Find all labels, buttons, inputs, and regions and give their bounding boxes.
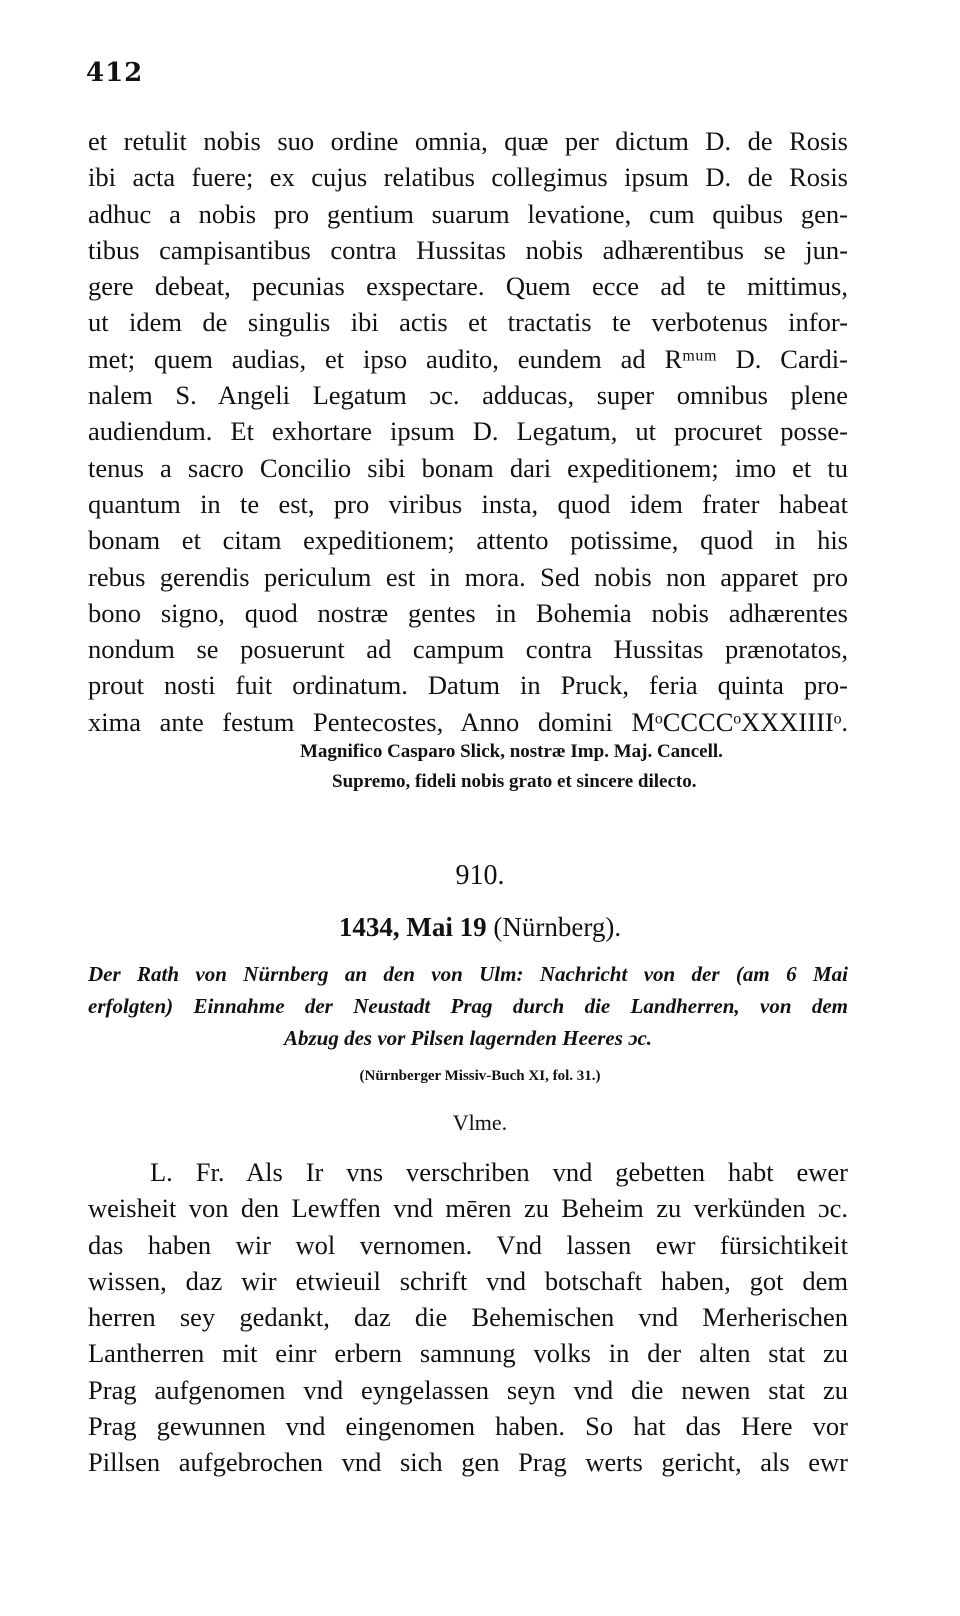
addressee: Vlme. (452, 1110, 508, 1135)
summary-line: Der Rath von Nürnberg an den von Ulm: Nachricht von der (am 6 Mai (88, 962, 848, 986)
text-line: met; quem audias, et ipso audito, eundem ad Rᵐᵘᵐ D. Cardi- (88, 343, 848, 374)
text-line: audiendum. Et exhortare ipsum D. Legatum, ut procuret posse- (88, 416, 848, 447)
text-line: nalem S. Angeli Legatum ɔc. adducas, super omnibus plene (88, 380, 848, 411)
text-line: prout nosti fuit ordinatum. Datum in Pruck, feria quinta pro- (88, 670, 848, 701)
text-line: tibus campisantibus contra Hussitas nobis adhærentibus se jun- (88, 234, 848, 265)
text-line: tenus a sacro Concilio sibi bonam dari expeditionem; imo et tu (88, 452, 848, 483)
text-line: Lantherren mit einr erbern samnung volks in der alten stat zu (88, 1338, 848, 1369)
text-line: bonam et citam expeditionem; attento potissime, quod in his (88, 525, 848, 556)
text-line: bono signo, quod nostræ gentes in Bohemia nobis adhærentes (88, 597, 848, 628)
text-line: wissen, daz wir etwieuil schrift vnd botschaft haben, got dem (88, 1265, 848, 1296)
text-line: das haben wir wol vernomen. Vnd lassen ewr fürsichtikeit (88, 1229, 848, 1260)
text-line: ibi acta fuere; ex cujus relatibus collegimus ipsum D. de Rosis (88, 162, 848, 193)
letter-paragraph-latin (88, 123, 848, 740)
source-citation: (Nürnberger Missiv-Buch XI, fol. 31.) (359, 1068, 601, 1084)
summary-line: erfolgten) Einnahme der Neustadt Prag durch die Landherren, von dem (88, 994, 848, 1018)
text-line: herren sey gedankt, daz die Behemischen vnd Merherischen (88, 1302, 848, 1333)
document-number: 910. (455, 860, 505, 891)
text-line: nondum se posuerunt ad campum contra Hussitas prænotatos, (88, 634, 848, 665)
text-line: Prag aufgenomen vnd eyngelassen seyn vnd die newen stat zu (88, 1374, 848, 1405)
document-summary (88, 958, 848, 1054)
text-line: Pillsen aufgebrochen vnd sich gen Prag werts gericht, als ewr (88, 1447, 848, 1478)
address-line-1: Magnifico Casparo Slick, nostræ Imp. Maj. Cancell. (300, 741, 723, 762)
text-line: gere debeat, pecunias exspectare. Quem ecce ad te mittimus, (88, 271, 848, 302)
text-line: et retulit nobis suo ordine omnia, quæ per dictum D. de Rosis (88, 126, 848, 156)
address-line (300, 737, 860, 797)
text-line: xima ante festum Pentecostes, Anno domini MᵒCCCCᵒXXXIIIIᵒ. (88, 706, 848, 737)
text-line: ut idem de singulis ibi actis et tractatis te verbotenus infor- (88, 307, 848, 338)
document-dateline (0, 912, 960, 943)
text-line: adhuc a nobis pro gentium suarum levatione, cum quibus gen- (88, 198, 848, 229)
text-line: weisheit von den Lewffen vnd mēren zu Beheim zu verkünden ɔc. (88, 1193, 848, 1224)
text-line: Prag gewunnen vnd eingenomen haben. So hat das Here vor (88, 1411, 848, 1442)
text-line: rebus gerendis periculum est in mora. Sed nobis non apparet pro (88, 561, 848, 592)
summary-line: Abzug des vor Pilsen lagernden Heeres ɔc. (283, 1026, 653, 1050)
page-number: 412 (86, 58, 144, 88)
document-place: (Nürnberg). (493, 912, 622, 942)
text-line: L. Fr. Als Ir vns verschriben vnd gebetten habt ewer (150, 1157, 848, 1187)
letter-paragraph-german (88, 1154, 848, 1481)
text-line: quantum in te est, pro viribus insta, quod idem frater habeat (88, 488, 848, 519)
address-line-2: Supremo, fideli nobis grato et sincere dilecto. (332, 771, 697, 792)
document-date: 1434, Mai 19 (338, 912, 487, 942)
